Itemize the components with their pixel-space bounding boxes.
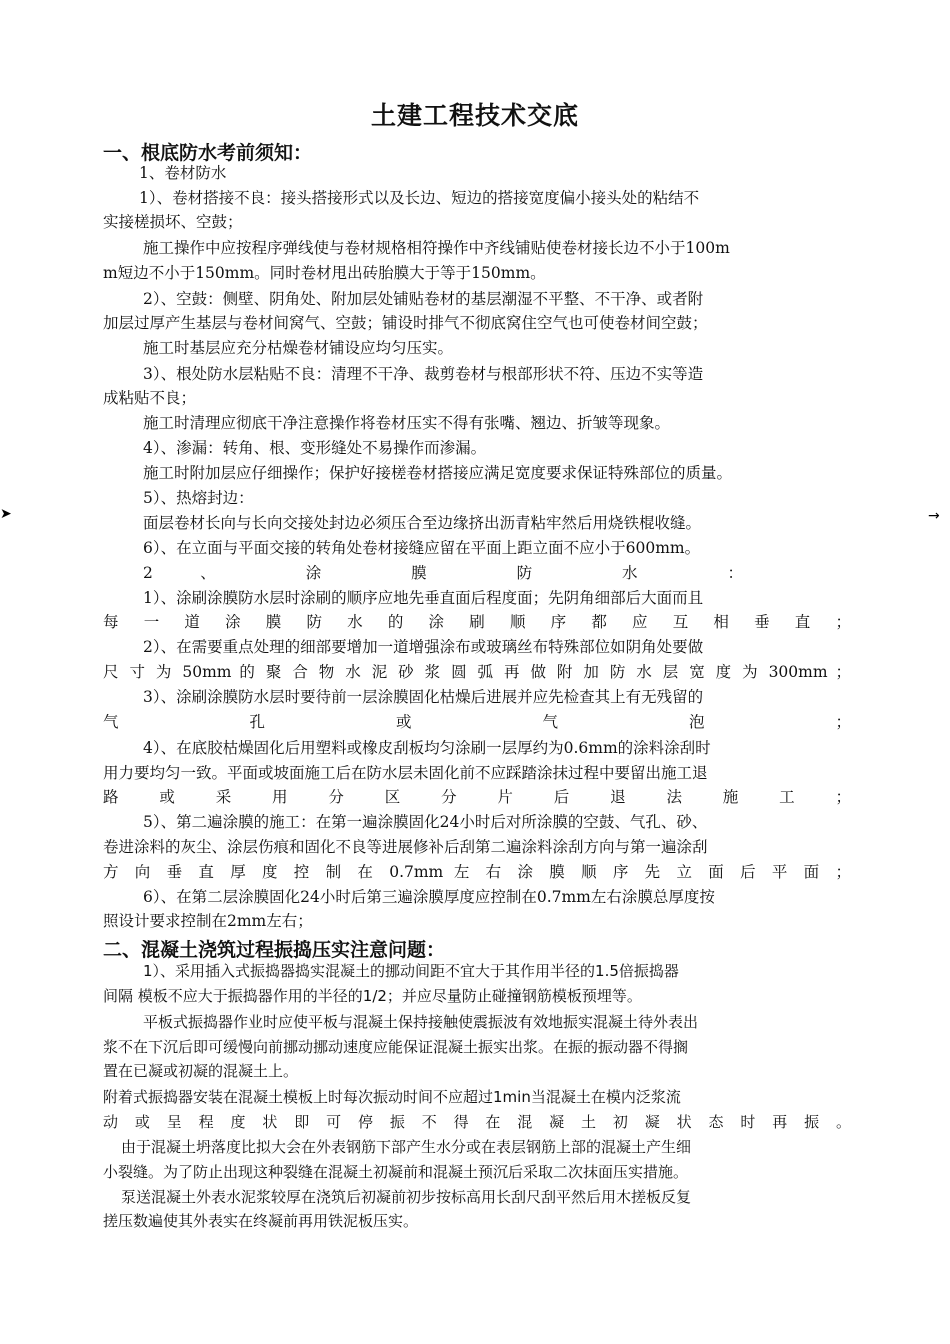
body-line: 施工时基层应充分枯燥卷材铺设应均匀压实。 [143,339,454,357]
body-line: 3）、根处防水层粘贴不良：清理不干净、裁剪卷材与根部形状不符、压边不实等造 [143,365,704,383]
body-line: 2 、 涂 膜 防 水 ： [143,564,743,582]
body-line: 施工操作中应按程序弹线使与卷材规格相符操作中齐线铺贴使卷材接长边不小于100m [143,239,730,257]
page-title: 土建工程技术交底 [370,101,579,130]
body-line: 3）、涂刷涂膜防水层时要待前一层涂膜固化枯燥后进展并应先检查其上有无残留的 [143,688,704,706]
body-line: 加层过厚产生基层与卷材间窝气、空鼓；铺设时排气不彻底窝住空气也可使卷材间空鼓； [103,314,708,332]
body-line: 卷进涂料的灰尘、涂层伤痕和固化不良等进展修补后刮第二遍涂料涂刮方向与第一遍涂刮 [103,838,708,856]
left-margin-arrow-icon: ➤ [0,506,12,522]
body-line: 尺 寸 为 50mm 的 聚 合 物 水 泥 砂 浆 圆 弧 再 做 附 加 防 水 层 宽 度 为 300mm ； [103,663,851,681]
body-line: 平板式振捣器作业时应使平板与混凝土保持接触使震振波有效地振实混凝土待外表出 [143,1013,699,1031]
body-line: 附着式振捣器安装在混凝土模板上时每次振动时间不应超过1min当混凝土在模内泛浆流 [103,1088,681,1106]
body-line: 施工时清理应彻底干净注意操作将卷材压实不得有张嘴、翘边、折皱等现象。 [143,414,671,432]
body-line: 每 一 道 涂 膜 防 水 的 涂 刷 顺 序 都 应 互 相 垂 直 ； [103,613,851,631]
body-line: 搓压数遍使其外表实在终凝前再用铁泥板压实。 [103,1212,419,1230]
body-line: 施工时附加层应仔细操作；保护好接槎卷材搭接应满足宽度要求保证特殊部位的质量。 [143,464,733,482]
body-line: 6）、在立面与平面交接的转角处卷材接缝应留在平面上距立面不应小于600mm。 [143,539,701,557]
body-line: 路 或 采 用 分 区 分 片 后 退 法 施 工 ； [103,788,851,806]
body-line: 置在已凝或初凝的混凝土上。 [103,1062,299,1080]
body-line: m短边不小于150mm。同时卷材甩出砖胎膜大于等于150mm。 [103,264,546,282]
body-line: 5）、热熔封边： [143,489,254,507]
section-1-heading: 一、根底防水考前须知： [103,142,313,164]
body-line: 2）、空鼓：侧壁、阴角处、附加层处铺贴卷材的基层潮湿不平整、不干净、或者附 [143,290,704,308]
body-line: 浆不在下沉后即可缓慢向前挪动挪动速度应能保证混凝土振实出浆。在振的振动器不得搁 [103,1038,689,1056]
body-line: 4）、渗漏：转角、根、变形缝处不易操作而渗漏。 [143,439,487,457]
body-line: 泵送混凝土外表水泥浆较厚在浇筑后初凝前初步按标高用长刮尺刮平然后用木搓板反复 [121,1188,692,1206]
body-line: 4）、在底胶枯燥固化后用塑料或橡皮刮板均匀涂刷一层厚约为0.6mm的涂料涂刮时 [143,739,711,757]
body-line: 照设计要求控制在2mm左右； [103,912,313,930]
body-line: 6）、在第二层涂膜固化24小时后第三遍涂膜厚度应控制在0.7mm左右涂膜总厚度按 [143,888,715,906]
body-line: 1）、采用插入式振捣器捣实混凝土的挪动间距不宜大于其作用半径的1.5倍振捣器 [143,962,679,980]
body-line: 1）、卷材搭接不良：接头搭接形式以及长边、短边的搭接宽度偏小接头处的粘结不 [139,189,700,207]
body-line: 间隔 模板不应大于振捣器作用的半径的1/2；并应尽量防止碰撞钢筋模板预埋等。 [103,987,642,1005]
right-margin-arrow-icon: → [928,508,940,524]
body-line: 用力要均匀一致。平面或坡面施工后在防水层未固化前不应踩踏涂抹过程中要留出施工退 [103,764,708,782]
body-line: 动 或 呈 程 度 状 即 可 停 振 不 得 在 混 凝 土 初 凝 状 态 时 再 振 。 [103,1113,851,1131]
body-line: 5）、第二遍涂膜的施工：在第一遍涂膜固化24小时后对所涂膜的空鼓、气孔、砂、 [143,813,708,831]
body-line: 1、卷材防水 [139,164,227,182]
body-line: 由于混凝土坍落度比拟大会在外表钢筋下部产生水分或在表层钢筋上部的混凝土产生细 [121,1138,692,1156]
body-line: 面层卷材长向与长向交接处封边必须压合至边缘挤出沥青粘牢然后用烧铁棍收缝。 [143,514,702,532]
body-line: 气 孔 或 气 泡 ； [103,713,851,731]
body-line: 实接槎损坏、空鼓； [103,213,243,231]
body-line: 方 向 垂 直 厚 度 控 制 在 0.7mm 左 右 涂 膜 顺 序 先 立 面 后 平 面 ； [103,863,851,881]
body-line: 2）、在需要重点处理的细部要增加一道增强涂布或玻璃丝布特殊部位如阴角处要做 [143,638,704,656]
section-2-heading: 二、混凝土浇筑过程振捣压实注意问题： [103,939,446,961]
body-line: 成粘贴不良； [103,389,197,407]
body-line: 1）、涂刷涂膜防水层时涂刷的顺序应地先垂直面后程度面；先阴角细部后大面而且 [143,589,704,607]
body-line: 小裂缝。为了防止出现这种裂缝在混凝土初凝前和混凝土预沉后采取二次抹面压实措施。 [103,1163,689,1181]
